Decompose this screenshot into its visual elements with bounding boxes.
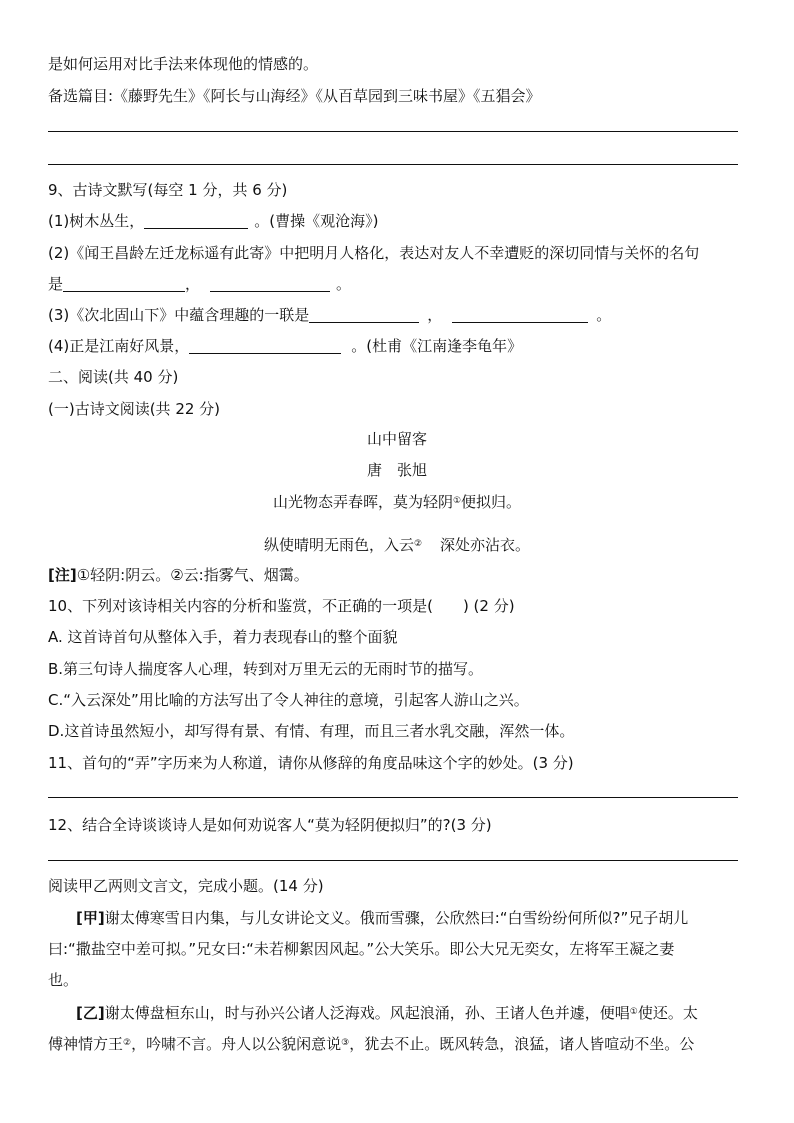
passage-text: 使还。太 [637, 1004, 698, 1022]
item-text: (4)正是江南好风景， [48, 337, 190, 355]
answer-blank[interactable] [452, 308, 588, 323]
option-b: B.第三句诗人揣度客人心理，转到对万里无云的无雨时节的描写。 [48, 660, 484, 678]
passage-line [76, 1002, 698, 1023]
answer-line [48, 131, 738, 132]
item-text: 是 [48, 275, 64, 293]
item-text: 。(杜甫《江南逢李龟年》 [351, 337, 523, 355]
fill-item [48, 274, 351, 294]
passage-text: 傅神情方王 [48, 1035, 124, 1053]
text-line: (2)《闻王昌龄左迁龙标遥有此寄》中把明月人格化，表达对友人不幸遭贬的深切同情与关怀的名句 [48, 244, 700, 262]
passage-line: 曰:“撒盐空中差可拟。”兄女曰:“未若柳絮因风起。”公大笑乐。即公大兄无奕女，左将军王凝之妻 [48, 940, 675, 958]
question-stem: 11、首句的“弄”字历来为人称道，请你从修辞的角度品味这个字的妙处。(3 分) [48, 754, 574, 772]
item-text: (3)《次北固山下》中蕴含理趣的一联是 [48, 306, 310, 324]
note-label: [注] [48, 566, 77, 584]
footnote-mark: ② [123, 1038, 132, 1048]
item-text: 。(曹操《观沧海》) [254, 212, 379, 230]
question-heading: 9、古诗文默写(每空 1 分，共 6 分) [48, 181, 288, 199]
option-a: A. 这首诗首句从整体入手，着力表现春山的整个面貌 [48, 628, 398, 646]
question-stem: 10、下列对该诗相关内容的分析和鉴赏，不正确的一项是( ) (2 分) [48, 597, 515, 615]
footnote-mark: ② [413, 539, 423, 549]
poem-line [0, 491, 794, 512]
item-text: ， [185, 275, 201, 293]
answer-blank[interactable] [189, 339, 341, 354]
passage-text: 谢太傅盘桓东山，时与孙兴公诸人泛海戏。风起浪涌，孙、王诸人色并遽，便唱 [104, 1004, 630, 1022]
passage-line [48, 1033, 694, 1054]
item-text: (1)树木丛生， [48, 212, 145, 230]
poem-line [0, 534, 794, 555]
passage-label: [甲] [76, 909, 105, 927]
answer-blank[interactable] [309, 308, 419, 323]
item-text: 。 [336, 275, 352, 293]
item-text: ， [427, 306, 443, 324]
answer-line [48, 164, 738, 165]
poem-text: 山光物态弄春晖，莫为轻阴 [272, 493, 453, 511]
answer-blank[interactable] [63, 277, 185, 292]
question-stem: 12、结合全诗谈谈诗人是如何劝说客人“莫为轻阴便拟归”的?(3 分) [48, 816, 492, 834]
passage-label: [乙] [76, 1004, 105, 1022]
passage-line [76, 908, 688, 928]
footnote-mark: ① [629, 1007, 638, 1017]
passage-text: ，吟啸不言。舟人以公貌闲意说 [131, 1035, 342, 1053]
poem-text: 便拟归。 [461, 493, 522, 511]
answer-blank[interactable] [210, 277, 330, 292]
answer-line [48, 797, 738, 798]
fill-item [48, 211, 378, 231]
passage-text: ，犹去不止。既风转急，浪猛，诸人皆喧动不坐。公 [349, 1035, 695, 1053]
item-text: 。 [596, 306, 612, 324]
option-c: C.“入云深处”用比喻的方法写出了令人神往的意境，引起客人游山之兴。 [48, 691, 529, 709]
poem-title: 山中留客 [366, 430, 427, 448]
fill-item [48, 336, 522, 356]
poem-text: 深处亦沾衣。 [440, 536, 531, 554]
poem-text: 纵使晴明无雨色，入云 [263, 536, 414, 554]
text-line: 是如何运用对比手法来体现他的情感的。 [48, 55, 319, 73]
subsection-heading: (一)古诗文阅读(共 22 分) [48, 400, 221, 418]
reading-intro: 阅读甲乙两则文言文，完成小题。(14 分) [48, 877, 324, 895]
fill-item [48, 305, 611, 325]
note-text: ①轻阴:阴云。②云:指雾气、烟霭。 [76, 566, 309, 584]
footnote-mark: ③ [341, 1038, 350, 1048]
passage-line: 也。 [48, 971, 79, 989]
poem-author: 唐 张旭 [366, 461, 427, 479]
section-heading: 二、阅读(共 40 分) [48, 368, 179, 386]
text-line: 备选篇目:《藤野先生》《阿长与山海经》《从百草园到三味书屋》《五猖会》 [48, 87, 541, 105]
passage-text: 谢太傅寒雪日内集，与儿女讲论文义。俄而雪骤，公欣然曰:“白雪纷纷何所似?”兄子胡儿 [104, 909, 689, 927]
answer-line [48, 860, 738, 861]
footnote-mark: ① [452, 496, 462, 506]
option-d: D.这首诗虽然短小，却写得有景、有情、有理，而且三者水乳交融，浑然一体。 [48, 722, 575, 740]
note-line [48, 565, 309, 585]
answer-blank[interactable] [144, 214, 248, 229]
